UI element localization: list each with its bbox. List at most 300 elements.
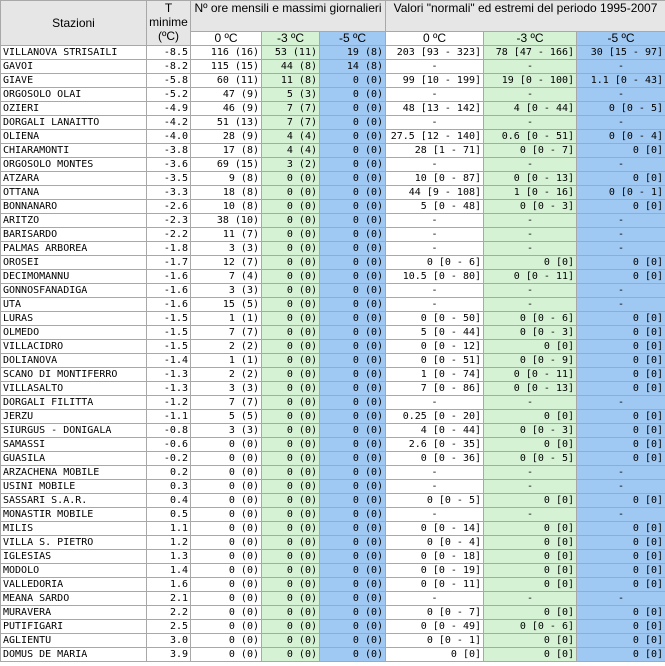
station-name: CHIARAMONTI bbox=[1, 144, 147, 158]
tmin-value: -0.6 bbox=[147, 438, 191, 452]
normal-0c: 44 [9 - 108] bbox=[386, 186, 484, 200]
normal-0c: 0 [0 - 19] bbox=[386, 564, 484, 578]
station-name: OTTANA bbox=[1, 186, 147, 200]
hours-minus3c: 5 (3) bbox=[262, 88, 320, 102]
normal-0c: 0 [0 - 5] bbox=[386, 494, 484, 508]
subheader-val-0: 0 ºC bbox=[386, 32, 484, 46]
hours-0c: 69 (15) bbox=[191, 158, 262, 172]
station-name: DORGALI FILITTA bbox=[1, 396, 147, 410]
hours-minus3c: 0 (0) bbox=[262, 592, 320, 606]
normal-minus5c: - bbox=[577, 60, 665, 74]
hours-minus3c: 0 (0) bbox=[262, 382, 320, 396]
station-name: ORGOSOLO OLAI bbox=[1, 88, 147, 102]
hours-minus3c: 0 (0) bbox=[262, 396, 320, 410]
table-row bbox=[1, 648, 665, 662]
hours-minus5c: 0 (0) bbox=[320, 564, 386, 578]
normal-0c: 0.25 [0 - 20] bbox=[386, 410, 484, 424]
tmin-value: -4.9 bbox=[147, 102, 191, 116]
hours-minus5c: 0 (0) bbox=[320, 648, 386, 662]
normal-minus3c: 4 [0 - 44] bbox=[484, 102, 577, 116]
normal-0c: 27.5 [12 - 140] bbox=[386, 130, 484, 144]
table-body bbox=[1, 46, 665, 662]
station-name: BARISARDO bbox=[1, 228, 147, 242]
station-name: BONNANARO bbox=[1, 200, 147, 214]
tmin-value: -4.2 bbox=[147, 116, 191, 130]
hours-0c: 7 (4) bbox=[191, 270, 262, 284]
station-name: AGLIENTU bbox=[1, 634, 147, 648]
normal-0c: 10 [0 - 87] bbox=[386, 172, 484, 186]
table-row bbox=[1, 480, 665, 494]
hours-0c: 3 (3) bbox=[191, 424, 262, 438]
hours-0c: 9 (8) bbox=[191, 172, 262, 186]
station-name: VILLACIDRO bbox=[1, 340, 147, 354]
normal-minus5c: - bbox=[577, 508, 665, 522]
normal-0c: 0 [0 - 11] bbox=[386, 578, 484, 592]
hours-minus3c: 0 (0) bbox=[262, 186, 320, 200]
normal-minus5c: 0 [0] bbox=[577, 606, 665, 620]
normal-minus3c: 0 [0 - 11] bbox=[484, 270, 577, 284]
tmin-value: 1.1 bbox=[147, 522, 191, 536]
hours-minus5c: 0 (0) bbox=[320, 466, 386, 480]
normal-minus3c: 0 [0 - 7] bbox=[484, 144, 577, 158]
normal-minus5c: 0 [0] bbox=[577, 200, 665, 214]
table-row bbox=[1, 620, 665, 634]
hours-minus3c: 0 (0) bbox=[262, 522, 320, 536]
station-name: VILLASALTO bbox=[1, 382, 147, 396]
table-row bbox=[1, 144, 665, 158]
hours-0c: 0 (0) bbox=[191, 452, 262, 466]
hours-minus5c: 19 (8) bbox=[320, 46, 386, 60]
table-row bbox=[1, 606, 665, 620]
hours-0c: 0 (0) bbox=[191, 550, 262, 564]
station-name: ARZACHENA MOBILE bbox=[1, 466, 147, 480]
hours-minus3c: 0 (0) bbox=[262, 242, 320, 256]
header-stazioni: Stazioni bbox=[1, 1, 147, 46]
normal-minus5c: 0 [0] bbox=[577, 172, 665, 186]
station-name: ATZARA bbox=[1, 172, 147, 186]
normal-minus5c: - bbox=[577, 88, 665, 102]
normal-minus3c: 0 [0 - 5] bbox=[484, 452, 577, 466]
table-row bbox=[1, 564, 665, 578]
normal-minus5c: - bbox=[577, 242, 665, 256]
hours-minus3c: 4 (4) bbox=[262, 144, 320, 158]
table-row bbox=[1, 200, 665, 214]
table-row bbox=[1, 550, 665, 564]
hours-minus3c: 44 (8) bbox=[262, 60, 320, 74]
hours-0c: 17 (8) bbox=[191, 144, 262, 158]
station-name: VILLA S. PIETRO bbox=[1, 536, 147, 550]
normal-0c: 28 [1 - 71] bbox=[386, 144, 484, 158]
hours-0c: 0 (0) bbox=[191, 536, 262, 550]
hours-minus5c: 0 (0) bbox=[320, 340, 386, 354]
hours-minus3c: 0 (0) bbox=[262, 270, 320, 284]
hours-minus5c: 0 (0) bbox=[320, 312, 386, 326]
table-row bbox=[1, 74, 665, 88]
tmin-value: 3.9 bbox=[147, 648, 191, 662]
normal-minus3c: 0 [0] bbox=[484, 648, 577, 662]
station-name: MONASTIR MOBILE bbox=[1, 508, 147, 522]
station-name: DECIMOMANNU bbox=[1, 270, 147, 284]
station-name: PUTIFIGARI bbox=[1, 620, 147, 634]
table-row bbox=[1, 634, 665, 648]
normal-minus5c: - bbox=[577, 284, 665, 298]
normal-minus3c: 0 [0] bbox=[484, 522, 577, 536]
normal-minus3c: - bbox=[484, 214, 577, 228]
table-row bbox=[1, 368, 665, 382]
hours-minus3c: 0 (0) bbox=[262, 172, 320, 186]
hours-0c: 11 (7) bbox=[191, 228, 262, 242]
tmin-value: 1.2 bbox=[147, 536, 191, 550]
station-name: DOLIANOVA bbox=[1, 354, 147, 368]
normal-minus5c: - bbox=[577, 158, 665, 172]
hours-minus5c: 0 (0) bbox=[320, 494, 386, 508]
station-name: USINI MOBILE bbox=[1, 480, 147, 494]
normal-minus5c: 0 [0] bbox=[577, 550, 665, 564]
hours-minus3c: 0 (0) bbox=[262, 368, 320, 382]
normal-minus5c: 0 [0] bbox=[577, 648, 665, 662]
normal-minus3c: 0 [0] bbox=[484, 340, 577, 354]
table-row bbox=[1, 396, 665, 410]
normal-minus3c: 1 [0 - 16] bbox=[484, 186, 577, 200]
tmin-value: -8.5 bbox=[147, 46, 191, 60]
normal-minus3c: - bbox=[484, 480, 577, 494]
tmin-value: -3.8 bbox=[147, 144, 191, 158]
normal-0c: - bbox=[386, 228, 484, 242]
normal-minus3c: 0 [0] bbox=[484, 410, 577, 424]
normal-minus5c: - bbox=[577, 116, 665, 130]
hours-minus5c: 0 (0) bbox=[320, 424, 386, 438]
hours-0c: 3 (3) bbox=[191, 242, 262, 256]
hours-minus5c: 0 (0) bbox=[320, 368, 386, 382]
normal-minus3c: 0 [0] bbox=[484, 634, 577, 648]
normal-minus3c: 0 [0 - 3] bbox=[484, 200, 577, 214]
station-name: VILLANOVA STRISAILI bbox=[1, 46, 147, 60]
normal-0c: - bbox=[386, 88, 484, 102]
tmin-value: -3.6 bbox=[147, 158, 191, 172]
hours-minus3c: 0 (0) bbox=[262, 256, 320, 270]
normal-minus5c: - bbox=[577, 592, 665, 606]
normal-minus5c: 0 [0] bbox=[577, 494, 665, 508]
hours-0c: 0 (0) bbox=[191, 522, 262, 536]
normal-0c: - bbox=[386, 592, 484, 606]
normal-0c: 2.6 [0 - 35] bbox=[386, 438, 484, 452]
hours-minus5c: 0 (0) bbox=[320, 214, 386, 228]
station-name: GIAVE bbox=[1, 74, 147, 88]
hours-0c: 0 (0) bbox=[191, 480, 262, 494]
normal-minus5c: 0 [0] bbox=[577, 578, 665, 592]
normal-minus3c: 0 [0 - 3] bbox=[484, 326, 577, 340]
station-name: MILIS bbox=[1, 522, 147, 536]
hours-minus5c: 0 (0) bbox=[320, 158, 386, 172]
tmin-value: -1.8 bbox=[147, 242, 191, 256]
normal-minus5c: - bbox=[577, 214, 665, 228]
hours-minus3c: 3 (2) bbox=[262, 158, 320, 172]
normal-0c: 10.5 [0 - 80] bbox=[386, 270, 484, 284]
normal-0c: - bbox=[386, 116, 484, 130]
hours-minus5c: 0 (0) bbox=[320, 410, 386, 424]
hours-minus3c: 0 (0) bbox=[262, 648, 320, 662]
table-row bbox=[1, 88, 665, 102]
hours-minus3c: 0 (0) bbox=[262, 466, 320, 480]
hours-minus5c: 0 (0) bbox=[320, 522, 386, 536]
normal-0c: 1 [0 - 74] bbox=[386, 368, 484, 382]
hours-minus3c: 0 (0) bbox=[262, 578, 320, 592]
normal-0c: 7 [0 - 86] bbox=[386, 382, 484, 396]
normal-minus3c: - bbox=[484, 396, 577, 410]
hours-minus5c: 0 (0) bbox=[320, 144, 386, 158]
station-name: SAMASSI bbox=[1, 438, 147, 452]
normal-minus3c: 0 [0] bbox=[484, 564, 577, 578]
hours-minus5c: 0 (0) bbox=[320, 396, 386, 410]
hours-minus5c: 0 (0) bbox=[320, 256, 386, 270]
tmin-value: -0.8 bbox=[147, 424, 191, 438]
tmin-value: -3.3 bbox=[147, 186, 191, 200]
hours-minus3c: 0 (0) bbox=[262, 340, 320, 354]
tmin-value: -1.3 bbox=[147, 382, 191, 396]
normal-0c: - bbox=[386, 60, 484, 74]
hours-minus3c: 0 (0) bbox=[262, 424, 320, 438]
hours-minus3c: 0 (0) bbox=[262, 200, 320, 214]
tmin-value: -1.5 bbox=[147, 340, 191, 354]
hours-0c: 0 (0) bbox=[191, 634, 262, 648]
normal-minus3c: 0 [0 - 13] bbox=[484, 382, 577, 396]
tmin-value: -0.2 bbox=[147, 452, 191, 466]
hours-minus3c: 0 (0) bbox=[262, 606, 320, 620]
normal-minus3c: 0.6 [0 - 51] bbox=[484, 130, 577, 144]
normal-0c: - bbox=[386, 396, 484, 410]
table-row bbox=[1, 508, 665, 522]
hours-0c: 2 (2) bbox=[191, 368, 262, 382]
hours-0c: 1 (1) bbox=[191, 354, 262, 368]
tmin-value: -1.4 bbox=[147, 354, 191, 368]
hours-minus5c: 0 (0) bbox=[320, 606, 386, 620]
normal-minus5c: - bbox=[577, 466, 665, 480]
hours-0c: 18 (8) bbox=[191, 186, 262, 200]
station-name: SASSARI S.A.R. bbox=[1, 494, 147, 508]
hours-minus5c: 0 (0) bbox=[320, 116, 386, 130]
table-row bbox=[1, 46, 665, 60]
normal-minus5c: - bbox=[577, 480, 665, 494]
table-row bbox=[1, 354, 665, 368]
table-row bbox=[1, 102, 665, 116]
normal-minus3c: 0 [0 - 3] bbox=[484, 424, 577, 438]
hours-minus5c: 0 (0) bbox=[320, 508, 386, 522]
subheader-ore-5: -5 ºC bbox=[320, 32, 386, 46]
hours-0c: 0 (0) bbox=[191, 620, 262, 634]
hours-minus3c: 0 (0) bbox=[262, 410, 320, 424]
normal-minus3c: 0 [0 - 11] bbox=[484, 368, 577, 382]
normal-0c: 0 [0 - 7] bbox=[386, 606, 484, 620]
normal-minus3c: 0 [0] bbox=[484, 578, 577, 592]
normal-0c: 0 [0 - 4] bbox=[386, 536, 484, 550]
hours-0c: 47 (9) bbox=[191, 88, 262, 102]
normal-0c: 0 [0] bbox=[386, 648, 484, 662]
hours-minus5c: 0 (0) bbox=[320, 620, 386, 634]
table-header bbox=[1, 1, 665, 46]
normal-minus5c: 0 [0] bbox=[577, 340, 665, 354]
hours-minus3c: 0 (0) bbox=[262, 564, 320, 578]
normal-0c: 0 [0 - 50] bbox=[386, 312, 484, 326]
tmin-value: 0.2 bbox=[147, 466, 191, 480]
hours-minus5c: 0 (0) bbox=[320, 578, 386, 592]
hours-0c: 1 (1) bbox=[191, 312, 262, 326]
normal-minus5c: 0 [0] bbox=[577, 326, 665, 340]
tmin-value: -2.6 bbox=[147, 200, 191, 214]
table-row bbox=[1, 214, 665, 228]
station-name: IGLESIAS bbox=[1, 550, 147, 564]
hours-0c: 7 (7) bbox=[191, 326, 262, 340]
table-row bbox=[1, 438, 665, 452]
station-name: GUASILA bbox=[1, 452, 147, 466]
hours-minus5c: 0 (0) bbox=[320, 172, 386, 186]
hours-minus5c: 0 (0) bbox=[320, 74, 386, 88]
hours-0c: 0 (0) bbox=[191, 606, 262, 620]
normal-0c: - bbox=[386, 298, 484, 312]
hours-minus5c: 0 (0) bbox=[320, 130, 386, 144]
table-row bbox=[1, 536, 665, 550]
normal-minus3c: 0 [0] bbox=[484, 438, 577, 452]
tmin-value: 1.3 bbox=[147, 550, 191, 564]
header-tmin: T minime (ºC) bbox=[147, 1, 191, 46]
normal-0c: 0 [0 - 18] bbox=[386, 550, 484, 564]
normal-0c: 48 [13 - 142] bbox=[386, 102, 484, 116]
hours-minus5c: 0 (0) bbox=[320, 298, 386, 312]
table-row bbox=[1, 60, 665, 74]
station-name: OLIENA bbox=[1, 130, 147, 144]
hours-0c: 2 (2) bbox=[191, 340, 262, 354]
station-name: MURAVERA bbox=[1, 606, 147, 620]
normal-minus3c: 0 [0] bbox=[484, 256, 577, 270]
normal-minus5c: 0 [0 - 1] bbox=[577, 186, 665, 200]
normal-minus3c: 0 [0] bbox=[484, 606, 577, 620]
tmin-value: 1.6 bbox=[147, 578, 191, 592]
table-row bbox=[1, 186, 665, 200]
hours-minus5c: 0 (0) bbox=[320, 242, 386, 256]
station-name: DOMUS DE MARIA bbox=[1, 648, 147, 662]
hours-minus5c: 0 (0) bbox=[320, 354, 386, 368]
normal-0c: 5 [0 - 44] bbox=[386, 326, 484, 340]
table-row bbox=[1, 130, 665, 144]
normal-minus5c: - bbox=[577, 228, 665, 242]
station-name: OZIERI bbox=[1, 102, 147, 116]
tmin-value: 0.4 bbox=[147, 494, 191, 508]
table-row bbox=[1, 256, 665, 270]
normal-minus3c: 19 [0 - 100] bbox=[484, 74, 577, 88]
hours-minus3c: 4 (4) bbox=[262, 130, 320, 144]
hours-minus5c: 0 (0) bbox=[320, 186, 386, 200]
subheader-ore-3: -3 ºC bbox=[262, 32, 320, 46]
hours-minus5c: 0 (0) bbox=[320, 452, 386, 466]
normal-0c: - bbox=[386, 284, 484, 298]
table-row bbox=[1, 466, 665, 480]
header-ore-mensili: Nº ore mensili e massimi giornalieri bbox=[191, 1, 386, 32]
normal-minus5c: 0 [0] bbox=[577, 452, 665, 466]
tmin-value: -2.3 bbox=[147, 214, 191, 228]
hours-minus5c: 0 (0) bbox=[320, 228, 386, 242]
tmin-value: 2.5 bbox=[147, 620, 191, 634]
hours-0c: 5 (5) bbox=[191, 410, 262, 424]
normal-minus5c: 0 [0] bbox=[577, 270, 665, 284]
normal-0c: 5 [0 - 48] bbox=[386, 200, 484, 214]
hours-0c: 15 (5) bbox=[191, 298, 262, 312]
hours-minus3c: 0 (0) bbox=[262, 228, 320, 242]
normal-minus5c: 0 [0] bbox=[577, 410, 665, 424]
hours-0c: 46 (9) bbox=[191, 102, 262, 116]
normal-minus5c: 0 [0 - 4] bbox=[577, 130, 665, 144]
normal-minus3c: - bbox=[484, 298, 577, 312]
hours-minus3c: 0 (0) bbox=[262, 494, 320, 508]
hours-minus3c: 7 (7) bbox=[262, 102, 320, 116]
normal-minus5c: 0 [0] bbox=[577, 634, 665, 648]
normal-minus3c: 0 [0] bbox=[484, 536, 577, 550]
tmin-value: 2.2 bbox=[147, 606, 191, 620]
table-row bbox=[1, 116, 665, 130]
tmin-value: -1.5 bbox=[147, 326, 191, 340]
hours-minus5c: 0 (0) bbox=[320, 284, 386, 298]
station-name: OLMEDO bbox=[1, 326, 147, 340]
table-row bbox=[1, 270, 665, 284]
station-name: UTA bbox=[1, 298, 147, 312]
hours-minus3c: 0 (0) bbox=[262, 214, 320, 228]
hours-minus5c: 0 (0) bbox=[320, 550, 386, 564]
hours-minus3c: 0 (0) bbox=[262, 480, 320, 494]
normal-0c: 0 [0 - 51] bbox=[386, 354, 484, 368]
table-row bbox=[1, 312, 665, 326]
hours-0c: 0 (0) bbox=[191, 592, 262, 606]
table-row bbox=[1, 326, 665, 340]
table-row bbox=[1, 298, 665, 312]
table-row bbox=[1, 452, 665, 466]
tmin-value: -2.2 bbox=[147, 228, 191, 242]
hours-minus5c: 0 (0) bbox=[320, 536, 386, 550]
hours-minus5c: 0 (0) bbox=[320, 88, 386, 102]
hours-0c: 12 (7) bbox=[191, 256, 262, 270]
normal-minus5c: - bbox=[577, 298, 665, 312]
tmin-value: -4.0 bbox=[147, 130, 191, 144]
hours-minus5c: 0 (0) bbox=[320, 270, 386, 284]
table-row bbox=[1, 382, 665, 396]
table-row bbox=[1, 522, 665, 536]
subheader-val-3: -3 ºC bbox=[484, 32, 577, 46]
hours-minus3c: 0 (0) bbox=[262, 536, 320, 550]
station-name: SIURGUS - DONIGALA bbox=[1, 424, 147, 438]
table-row bbox=[1, 494, 665, 508]
normal-minus5c: - bbox=[577, 396, 665, 410]
station-name: ARITZO bbox=[1, 214, 147, 228]
normal-minus3c: 0 [0 - 6] bbox=[484, 620, 577, 634]
station-name: MODOLO bbox=[1, 564, 147, 578]
hours-0c: 0 (0) bbox=[191, 578, 262, 592]
tmin-value: -1.5 bbox=[147, 312, 191, 326]
tmin-value: 0.5 bbox=[147, 508, 191, 522]
table-row bbox=[1, 158, 665, 172]
hours-0c: 7 (7) bbox=[191, 396, 262, 410]
normal-minus5c: 0 [0 - 5] bbox=[577, 102, 665, 116]
hours-minus5c: 0 (0) bbox=[320, 480, 386, 494]
table-row bbox=[1, 172, 665, 186]
tmin-value: -1.3 bbox=[147, 368, 191, 382]
normal-minus5c: 30 [15 - 97] bbox=[577, 46, 665, 60]
hours-0c: 0 (0) bbox=[191, 494, 262, 508]
normal-minus5c: 1.1 [0 - 43] bbox=[577, 74, 665, 88]
hours-0c: 0 (0) bbox=[191, 438, 262, 452]
normal-0c: 99 [10 - 199] bbox=[386, 74, 484, 88]
hours-0c: 116 (16) bbox=[191, 46, 262, 60]
hours-minus3c: 0 (0) bbox=[262, 508, 320, 522]
header-valori-normali: Valori "normali" ed estremi del periodo 1995-2007 bbox=[386, 1, 665, 32]
tmin-value: 1.4 bbox=[147, 564, 191, 578]
normal-minus5c: 0 [0] bbox=[577, 382, 665, 396]
